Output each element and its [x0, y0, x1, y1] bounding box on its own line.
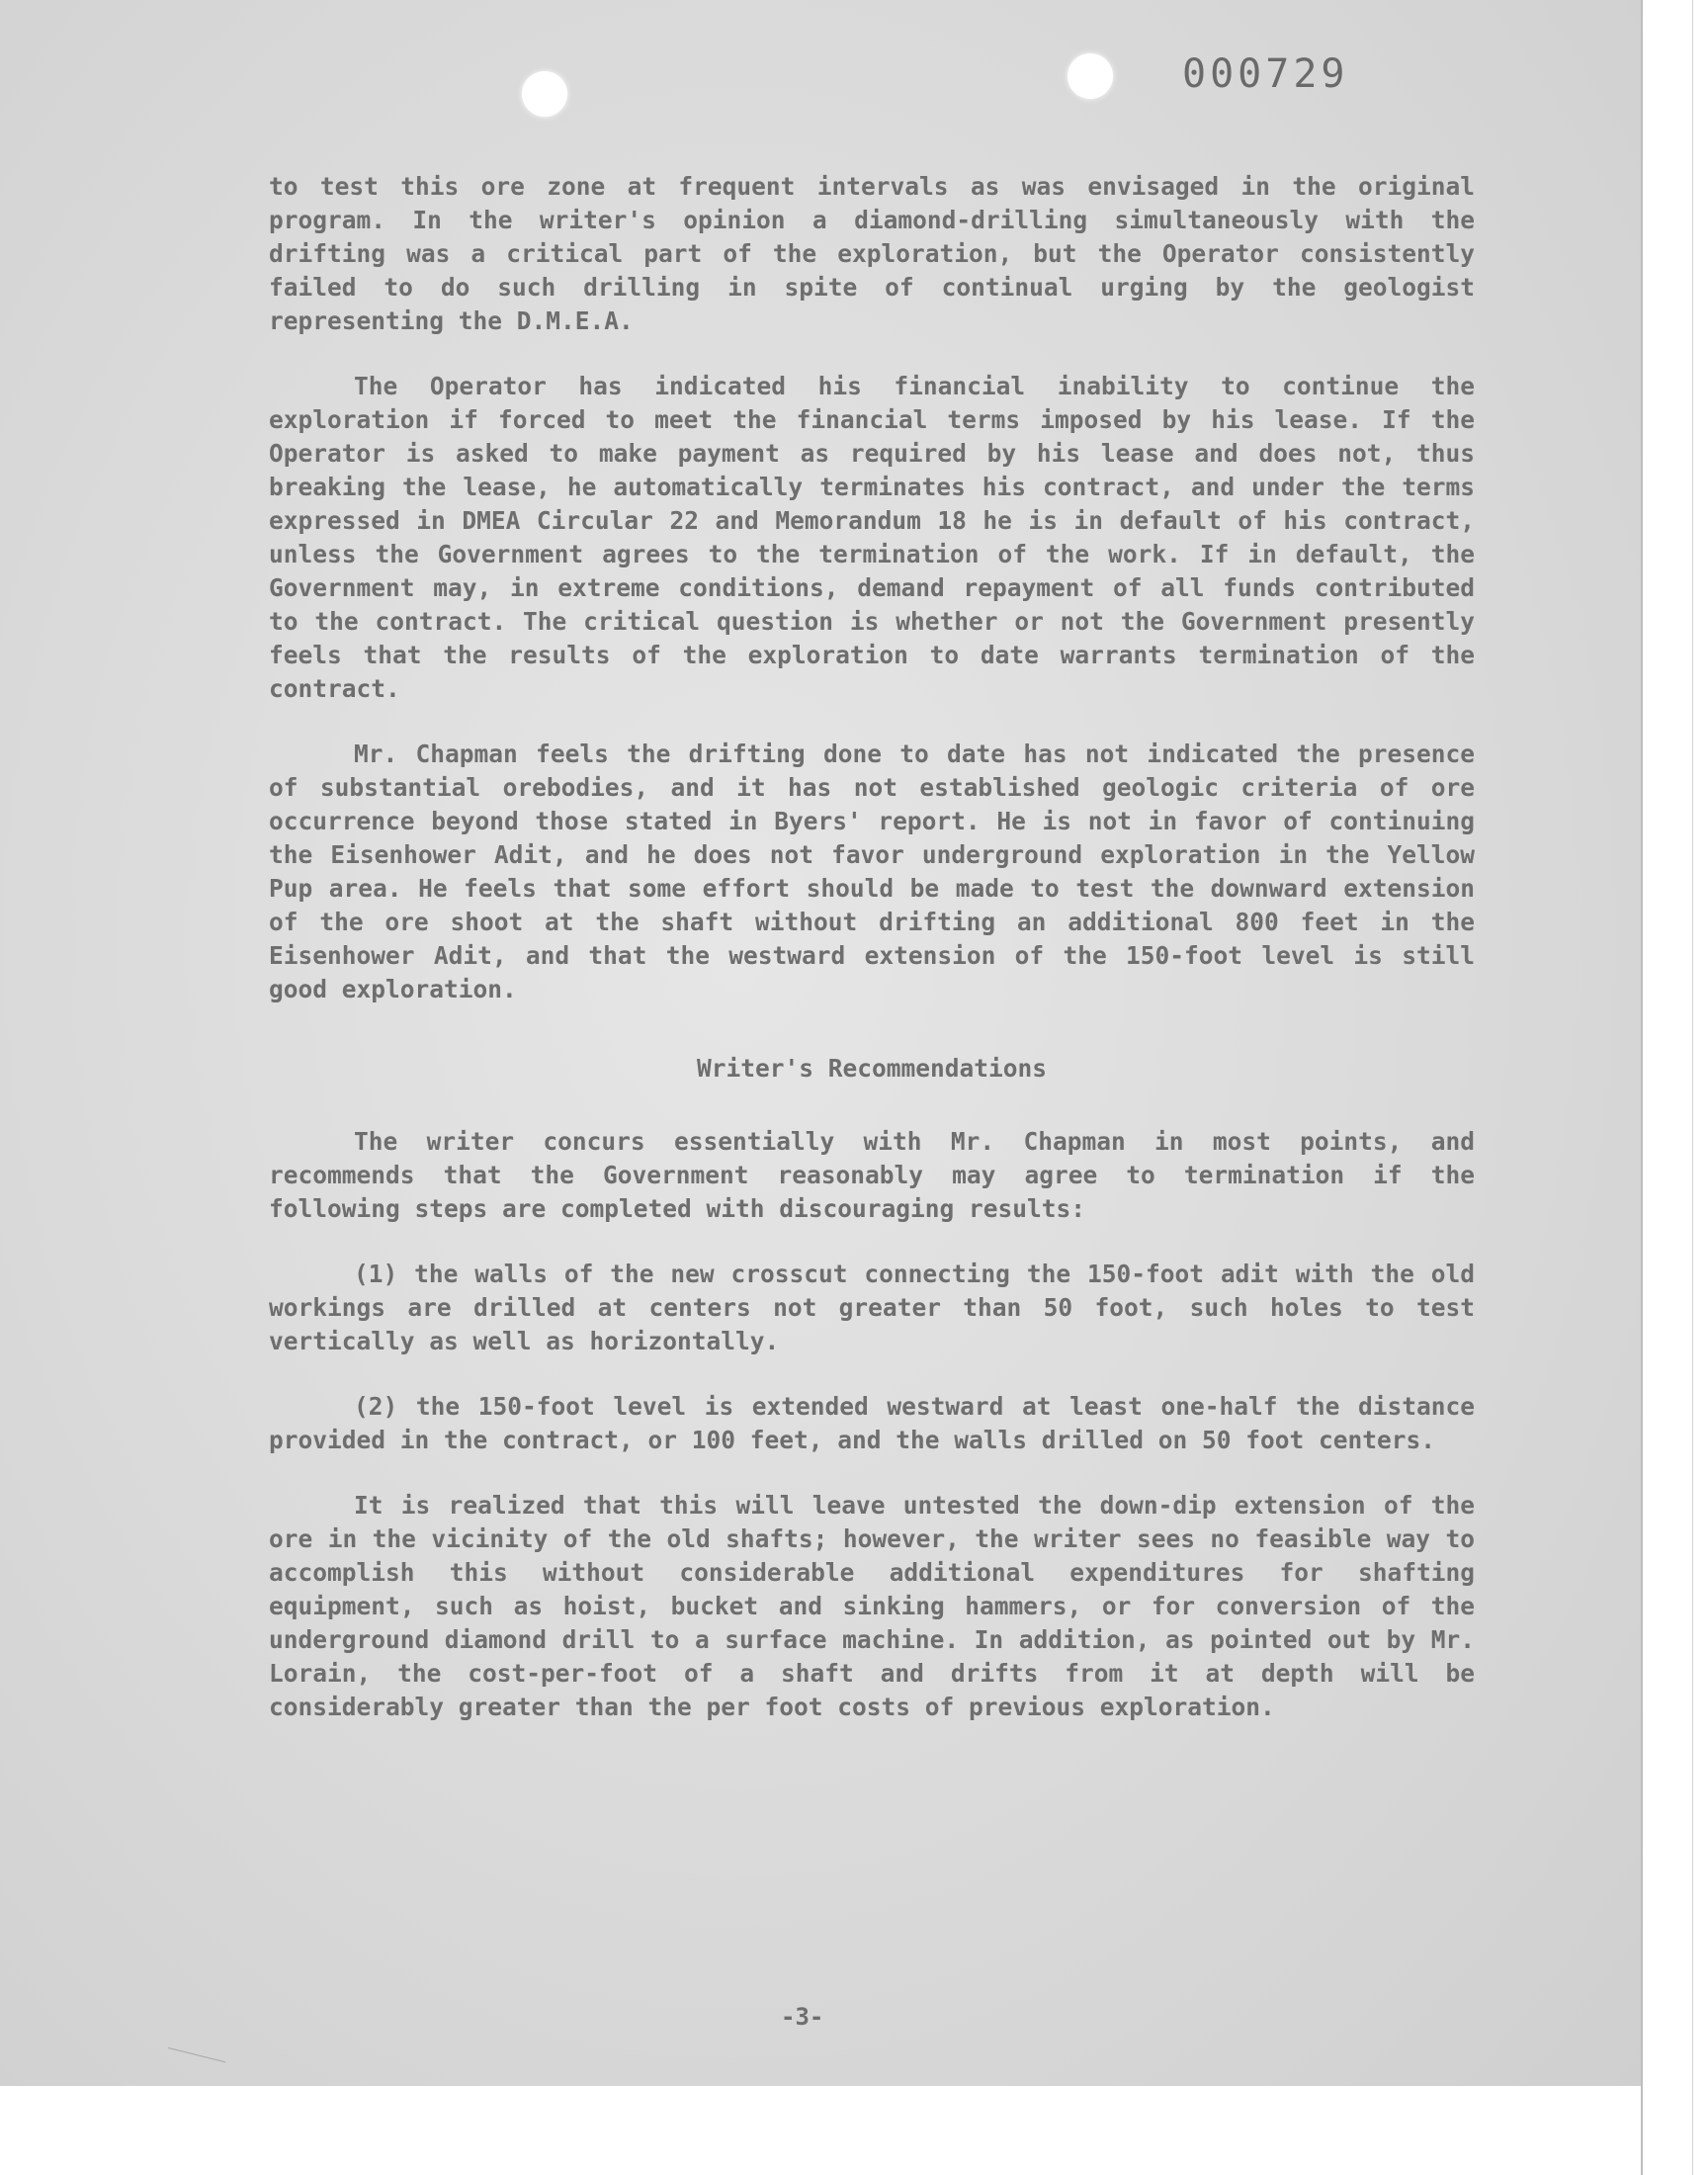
paragraph-untested-extension: It is realized that this will leave untested the down-dip extension of the ore in the vicinity of the old shafts; however, the writer sees no feasible way to accomplish this without considerable additional expenditures for shafting equipment, such as hoist, bucket and sinking hammers, or for conversion of the underground diamond drill to a surface machine. In addition, as pointed out by Mr. Lorain, the cost-per-foot of a shaft and drifts from it at depth will be considerably greater than the per foot costs of previous exploration. — [269, 1491, 1475, 1721]
section-heading: Writer's Recommendations — [696, 1054, 1047, 1083]
paragraph-writer-concurs: The writer concurs essentially with Mr. Chapman in most points, and recommends that the Government reasonably may agree to termination if the following steps are completed with discouraging results: — [269, 1127, 1475, 1223]
document-body — [269, 170, 1475, 1756]
paragraph-continuation: to test this ore zone at frequent intervals as was envisaged in the original program. In the writer's opinion a diamond-drilling simultaneously with the drifting was a critical part of the exploration, but the Operator consistently failed to do such drilling in spite of continual urging by the geologist representing the D.M.E.A. — [269, 172, 1475, 335]
paper-mark — [166, 2047, 226, 2072]
punch-hole-right — [1068, 53, 1113, 99]
page-number: -3- — [781, 2003, 824, 2031]
recommendation-item-1: (1) the walls of the new crosscut connecting the 150-foot adit with the old workings are drilled at centers not greater than 50 foot, such holes to test vertically as well as horizontally. — [269, 1260, 1475, 1355]
scan-edge-line-outer — [1692, 0, 1693, 2175]
punch-hole-left — [522, 71, 567, 117]
scan-edge-line — [1641, 0, 1643, 2175]
recommendation-item-2: (2) the 150-foot level is extended westward at least one-half the distance provided in the contract, or 100 feet, and the walls drilled on 50 foot centers. — [269, 1392, 1475, 1454]
paragraph-chapman-opinion: Mr. Chapman feels the drifting done to date has not indicated the presence of substantial orebodies, and it has not established geologic criteria of ore occurrence beyond those stated in Byers' report. He is not in favor of continuing the Eisenhower Adit, and he does not favor underground exploration in the Yellow Pup area. He feels that some effort should be made to test the downward extension of the ore shoot at the shaft without drifting an additional 800 feet in the Eisenhower Adit, and that the westward extension of the 150-foot level is still good exploration. — [269, 740, 1475, 1003]
paragraph-operator-finances: The Operator has indicated his financial inability to continue the exploration if forced to meet the financial terms imposed by his lease. If the Operator is asked to make payment as required by his lease and does not, thus breaking the lease, he automatically terminates his contract, and under the terms expressed in DMEA Circular 22 and Memorandum 18 he is in default of his contract, unless the Government agrees to the termination of the work. If in default, the Government may, in extreme conditions, demand repayment of all funds contributed to the contract. The critical question is whether or not the Government presently feels that the results of the exploration to date warrants termination of the contract. — [269, 372, 1475, 703]
document-stamp-number: 000729 — [1182, 51, 1349, 97]
